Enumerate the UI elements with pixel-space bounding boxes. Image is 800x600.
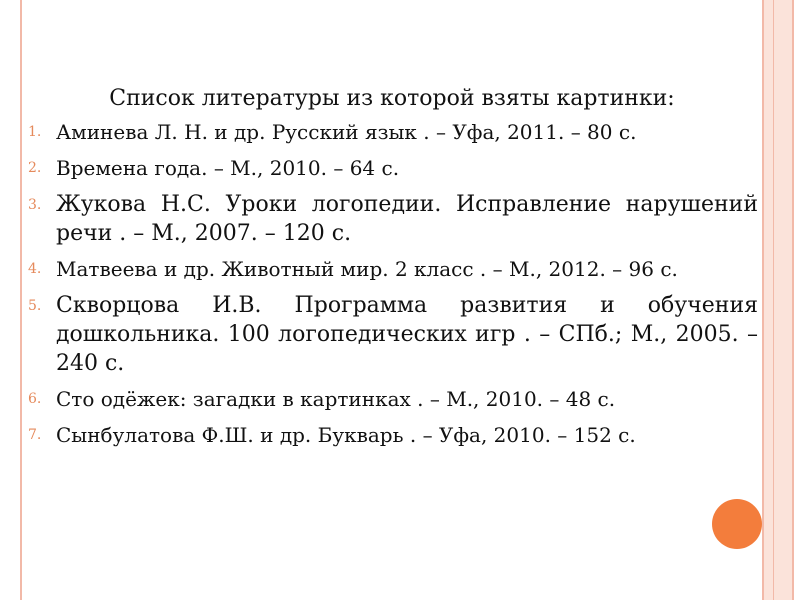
reference-number: 7. [28,427,42,443]
reference-number: 6. [28,391,42,407]
decorative-orange-circle [712,499,762,549]
reference-text: Сынбулатова Ф.Ш. и др. Букварь . – Уфа, 2010. – 152 с. [56,423,636,447]
reference-item [28,154,758,183]
reference-text: Сто одёжек: загадки в картинках . – М., 2010. – 48 с. [56,387,616,411]
reference-item [28,385,758,414]
reference-item [28,190,758,248]
reference-text: Времена года. – М., 2010. – 64 с. [56,156,400,180]
reference-number: 1. [28,124,42,140]
reference-item [28,291,758,378]
reference-text: Скворцова И.В. Программа развития и обучения дошкольника. 100 логопедических игр . – СПб.; М., 2005. – 240 с. [56,293,758,376]
reference-item [28,421,758,450]
reference-list [28,118,758,457]
reference-item [28,118,758,147]
reference-item [28,255,758,284]
reference-text: Аминева Л. Н. и др. Русский язык . – Уфа, 2011. – 80 с. [56,120,637,144]
reference-number: 4. [28,261,42,277]
slide-title: Список литературы из которой взяты картинки: [109,86,675,111]
reference-number: 3. [28,197,42,213]
reference-text: Жукова Н.С. Уроки логопедии. Исправление нарушений речи . – М., 2007. – 120 с. [56,192,758,246]
reference-text: Матвеева и др. Животный мир. 2 класс . – М., 2012. – 96 с. [56,257,678,281]
reference-number: 2. [28,160,42,176]
reference-number: 5. [28,298,42,314]
